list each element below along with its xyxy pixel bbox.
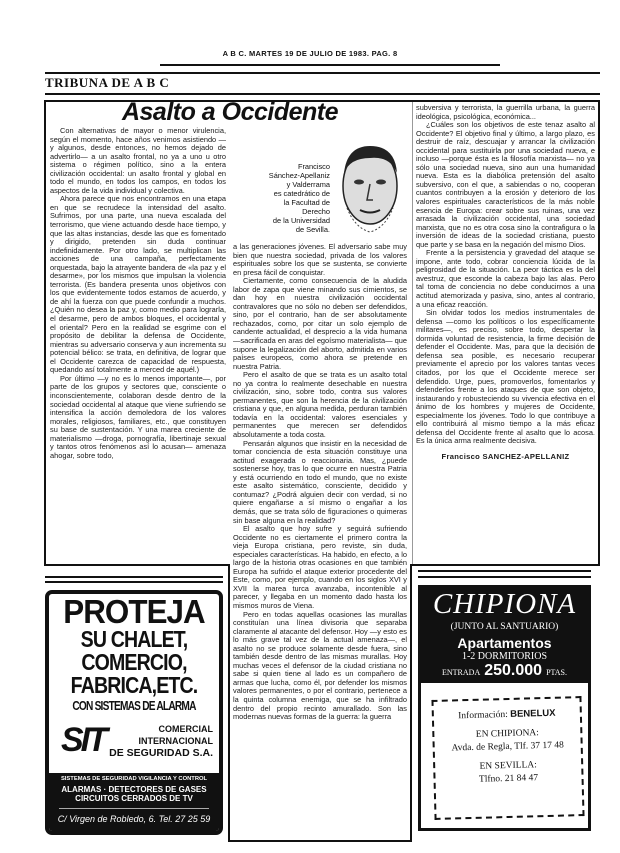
paragraph: Ciertamente, como consecuencia de la aludida labor de zapa que viene minando sus cimientos, se dan hoy en nuestra civilización occidental contravalores que no sólo no deben ser defendidos, sino, por el contrario, han de ser absolutamente rechazados, como, por citar un solo ejemplo de candente actualidad, el desprecio a la vida humana —sacrificada en aras del egoísmo materialista— que supone la legalización del aborto, admitida en varios países europeos, como ahora se pretende en nuestra Patria. <box>233 276 407 371</box>
ad-company <box>109 723 213 759</box>
divider <box>59 808 209 809</box>
ad-line: COMERCIO, <box>81 649 187 675</box>
caption-line: la Facultad de <box>283 198 330 207</box>
ad-product: Apartamentos <box>457 635 552 651</box>
caption-line: Francisco <box>297 162 330 171</box>
page-header: A B C. MARTES 19 DE JULIO DE 1983. PAG. 8 <box>222 49 398 58</box>
ad-price <box>421 662 588 680</box>
right-column <box>416 104 595 562</box>
ad-headline: PROTEJA <box>63 593 205 630</box>
caption-line: Sánchez-Apellaniz <box>268 171 330 180</box>
security-alarm-ad <box>45 590 223 835</box>
ad-line: CON SISTEMAS DE ALARMA <box>72 698 196 713</box>
paragraph: Por último —y no es lo menos importante—, por parte de los grupos y sectores que, consciente o inconscientemente, colaboran desde dentro de la sociedad occidental al ataque que viene sufriendo se intensifica la acción demoledora de los valores morales, religiosos, familiares, etc., que constituyen su base de sustentación. Y una marea creciente de materialismo —droga, pornografía, libertinaje sexual y tantos otros fenómenos así lo acusan— amenaza ahogar, sobre todo, <box>50 373 226 460</box>
service-line: SISTEMAS DE SEGURIDAD VIGILANCIA Y CONTROL <box>60 776 208 782</box>
paragraph: Con alternativas de mayor o menor virulencia, según el momento, hace años venimos asistiendo —y algunos, desde entonces, no hemos dejado de advertirlo— a un asalto frontal, no ya a uno u otro sistema o régimen político, sino a la entera civilización occidental: un asalto frontal y global en todo el mundo, en todos los campos, en todos los aspectos de la vida individual y colectiva. <box>50 127 226 195</box>
paragraph: Sin olvidar todos los medios instrumentales de defensa —como los políticos o los específicamente militares—, es preciso, sobre todo, despertar la dormida voluntad de resistencia, la firme decisión de defender el Occidente. Mas, para que la decisión de defensa sea posible, es necesario recuperar previamente el aprecio por los valores tantas veces citados, por los que el Occidente merece ser defendido. Urge, pues, promoverlos, fomentarlos y defenderlos frente a los ataques de que son objeto, instaurando y robusteciendo su vivencia efectiva en el ánimo de los hombres y mujeres de Occidente, especialmente los jóvenes. Todo lo que contribuye a ello contribuirá al mismo tiempo a la más eficaz defensa del Occidente frente al asalto que lo acosa. Es la única arma realmente decisiva. <box>416 308 595 446</box>
caption-line: es catedrático de <box>273 189 330 198</box>
paragraph: Pensarán algunos que insistir en la necesidad de tomar conciencia de esta situación constituye una actitud exagerada o reaccionaria. Mas, ¿puede sostenerse hoy, tras lo que ocurre en nuestra Patria y está ocurriendo en todo el mundo, que no existe este asalto sistemático, consciente, decidido y contumaz? ¿Podrá alguien decir con verdad, si no quiere engañarse a sí mismo o engañar a los demás, que se trata sólo de figuraciones o quimeras sin base alguna en la realidad? <box>233 438 407 525</box>
paragraph: Frente a la persistencia y gravedad del ataque se impone, ante todo, cobrar conciencia lúcida de la peligrosidad de la situación. La peor táctica es la del avestruz, que esconde la cabeza bajo las alas. Pero tal toma de conciencia no debe conducirnos a una actitud atemorizada y pasiva, sino, antes al contrario, a una eficaz reacción. <box>416 248 595 309</box>
sit-logo: SIT <box>61 721 105 759</box>
ad-rule <box>45 576 223 578</box>
section-title: TRIBUNA DE A B C <box>45 75 170 90</box>
service-line: ALARMAS · DETECTORES DE GASES <box>61 785 207 794</box>
ad-company-block <box>49 715 219 773</box>
info-company: BENELUX <box>509 707 556 720</box>
caption-line: y Valderrama <box>286 180 330 189</box>
ad-rule <box>418 570 591 572</box>
paragraph: Pero en todas aquellas ocasiones las murallas constituían una línea divisoria que separaba claramente al atacante del defensor. Hoy —y esto es lo más grave tal vez de la actual amenaza—, el asalto no se produce solamente desde fuera, sino también desde dentro de las mismas murallas. Hoy muchas veces el defensor de la ciudad cristiana no sabe si quien tiene al lado es un compañero de armas que lucha, como él, por defender los mismos valores permanentes, o por el contrario, pertenece a la quinta columna enemiga, que se ha infiltrado dentro del propio recinto amurallado. Son las modernas nuevas formas de la guerra: la guerra <box>233 609 407 722</box>
author-portrait <box>335 138 405 240</box>
company-line: INTERNACIONAL <box>138 736 213 746</box>
chipiona-label: EN CHIPIONA: <box>475 728 540 740</box>
paragraph: ¿Cuáles son los objetivos de este tenaz asalto al Occidente? El objetivo final y último, a largo plazo, es destruir de raíz, descuajar y arrancar la civilización occidental para sustituirla por una sociedad nueva, e incluso —porque ésta es la filosofía marxista— no ya sólo una sociedad nueva, sino aun una humanidad nueva. Esta es la diabólica pretensión del asalto subversivo, con el que, a sabiendas o no, cooperan cuantos contribuyen a la erosión y deterioro de los valores espirituales característicos de la más noble esencia de Europa: crear sobre sus ruinas, una vez arrasada la civilización occidental, una sociedad marxista, que no es otra cosa sino la contrafigura o la inversión de ideas de la sociedad cristiana, puesto que parte y se basa en la negación del mismo Dios. <box>416 120 595 249</box>
ad-rule <box>45 581 223 583</box>
company-line: DE SEGURIDAD S.A. <box>109 747 213 759</box>
ad-address: C/ Virgen de Robledo, 6. Tel. 27 25 59 <box>57 814 211 824</box>
ad-rooms: 1-2 DORMITORIOS <box>461 651 548 662</box>
chipiona-apartments-ad <box>418 585 591 831</box>
info-label: Información: <box>458 709 508 722</box>
left-column <box>50 127 226 562</box>
price-value: 250.000 <box>484 662 543 679</box>
caption-line: de la Universidad <box>272 216 330 225</box>
company-line: COMERCIAL <box>158 724 213 734</box>
paragraph: Ahora parece que nos encontramos en una etapa en que se recrudece la intensidad del asalto. Sufrimos, por una parte, una nueva escalada del terrorismo, que viene actuando desde hace tiempo, y que las altas instancias, desde las que es fomentado y dirigido, pretenden sin duda continuar indefinidamente. Por otro lado, se multiplican las acciones de una campaña, perfectamente orquestada, bajo la atrayente bandera de «la paz y el desarme», por los mismos que impulsan la violencia terrorista. (Es bandera presenta unos objetivos con los que evidentemente todos estamos de acuerdo, y de ahí la fuerza con que puede confundir a muchos. ¿Quién no desea la paz y, como medio para lograrla, el desarme, pero de ambos bloques, el occidental y el oriental? Pero en la realidad se esgrime con el propósito de debilitar la defensa de Occidente, mientras su adversario conserva y aun incrementa su potencial bélico: se trata, en definitiva, de lograr que el Occidente carezca de capacidad de respuesta, quedando así totalmente a merced de aquél.) <box>50 194 226 375</box>
ad-town: CHIPIONA <box>432 588 577 620</box>
caption-line: de Sevilla. <box>295 225 330 234</box>
ad-location: (JUNTO AL SANTUARIO) <box>450 622 559 632</box>
chipiona-contact: Avda. de Regla, Tlf. 37 17 48 <box>451 740 564 754</box>
header-rule <box>160 64 500 66</box>
column-divider <box>412 102 413 564</box>
caption-line: Derecho <box>302 207 330 216</box>
ad-line: FABRICA,ETC. <box>70 672 198 698</box>
ad-services-band <box>49 773 219 835</box>
ad-info-box <box>431 696 584 820</box>
author-signature: Francisco SANCHEZ-APELLANIZ <box>441 451 570 461</box>
paragraph: a las generaciones jóvenes. El adversario sabe muy bien que nuestra sociedad, privada de los valores espirituales sobre los que se sustenta, se convierte en presa fácil de conquistar. <box>233 243 407 277</box>
price-label: ENTRADA <box>442 668 481 677</box>
author-caption <box>240 162 330 234</box>
service-line: CIRCUITOS CERRADOS DE TV <box>75 794 193 803</box>
section-rule <box>45 93 600 95</box>
sevilla-label: EN SEVILLA: <box>479 760 537 772</box>
paragraph: El asalto que hoy sufre y seguirá sufriendo Occidente no es ciertamente el primero contra la vieja Europa cristiana, pero reviste, sin duda, especiales características. Ha habido, en efecto, a lo largo de la historia otras ocasiones en que también Europa ha sufrido el ataque exterior procedente del Este, como, por ejemplo, cuando en los siglos XVI y XVII la marea turca avanzaba, incontenible al parecer, y llegaba en un momento dado hasta los mismos muros de Viena. <box>233 524 407 610</box>
price-currency: PTAS. <box>546 668 567 677</box>
middle-column <box>233 243 407 838</box>
ad-line: SU CHALET, <box>80 626 188 652</box>
paragraph: Pero el asalto de que se trata es un asalto total no ya contra lo realmente desechable en nuestra civilización, sino, sobre todo, contra sus valores permanentes, que son la herencia de la civilización cristiana y que, en alguna medida, perduran también todavía en la occidental: valores esenciales y permanentes que merecen ser defendidos absolutamente a toda costa. <box>233 370 407 440</box>
paragraph: subversiva y terrorista, la guerrilla urbana, la guerra ideológica, psicológica, económica... <box>416 104 595 121</box>
ad-black-panel <box>421 588 588 683</box>
article-title: Asalto a Occidente <box>121 98 339 126</box>
sevilla-contact: Tlfno. 21 84 47 <box>478 773 539 785</box>
top-rule <box>45 72 600 74</box>
ad-rule <box>418 576 591 578</box>
